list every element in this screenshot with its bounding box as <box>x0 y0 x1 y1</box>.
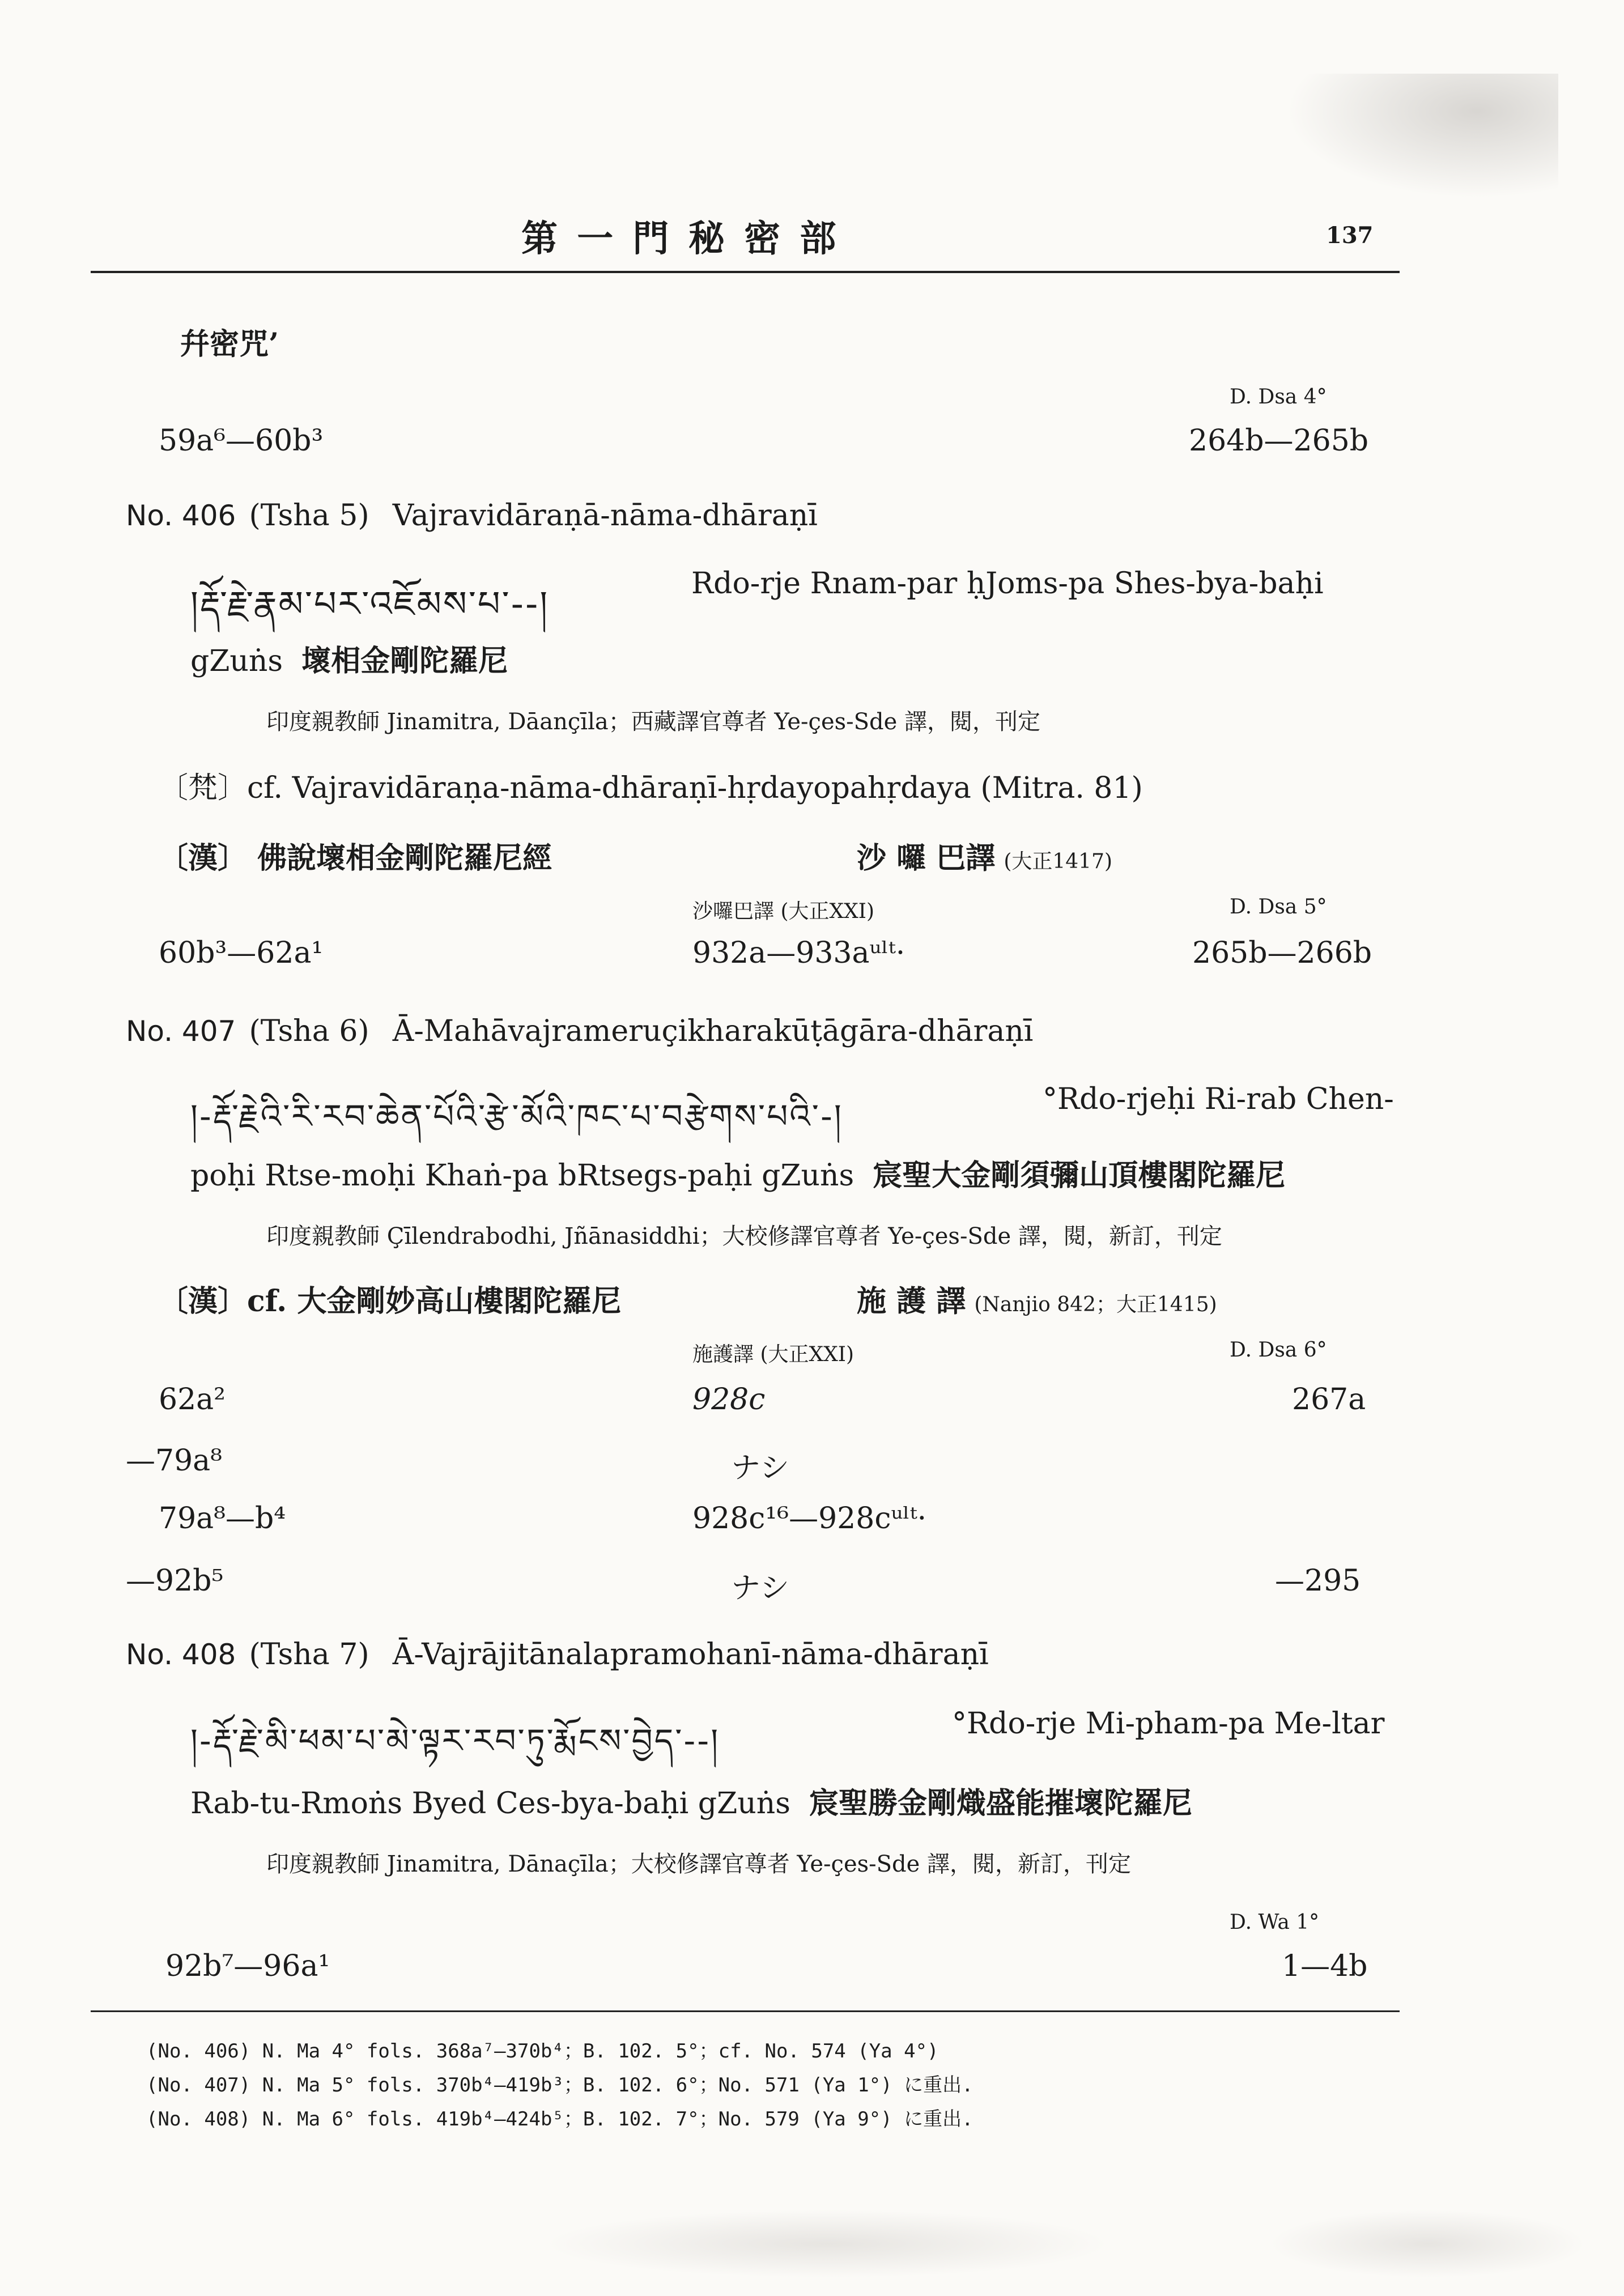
entry-408-folio-right: 1—4b <box>1282 1949 1368 1983</box>
intro-folio-left: 59a⁶—60b³ <box>159 424 324 458</box>
footnote: (No. 406) N. Ma 4° fols. 368a⁷—370b⁴；B. 102. 5°；cf. No. 574 (Ya 4°) <box>146 2040 939 2063</box>
scan-noise-bottom <box>544 2210 1111 2278</box>
entry-408-heading <box>126 1638 989 1672</box>
entry-volume: (Tsha 6) <box>249 1014 369 1048</box>
entry-406-col-right-label: D. Dsa 5° <box>1230 895 1327 919</box>
entry-406-heading <box>126 499 818 533</box>
intro-folio-right: 264b—265b <box>1189 424 1369 458</box>
entry-407-row-right: —295 <box>1275 1564 1361 1598</box>
scan-noise-top-right <box>1286 74 1558 198</box>
entry-407-row-mid: ナシ <box>731 1571 789 1605</box>
entry-407-row-left: —92b⁵ <box>126 1564 224 1598</box>
entry-407-translators: 印度親教師 Çīlendrabodhi, Jñānasiddhi；大校修譯官尊者 Ye-çes-Sde 譯，閱，新訂，刊定 <box>266 1223 1222 1249</box>
entry-407-row-mid: 928c¹⁶—928cᵘˡᵗ· <box>692 1502 927 1536</box>
entry-407-taisho: (Nanjio 842；大正1415) <box>974 1293 1217 1316</box>
entry-407-col-mid-label: 施護譯 (大正XXI) <box>692 1343 854 1366</box>
entry-406-folio-right: 265b—266b <box>1192 936 1372 970</box>
entry-408-chinese-title: 宸聖勝金剛熾盛能摧壞陀羅尼 <box>809 1786 1192 1821</box>
entry-407-row-mid: ナシ <box>731 1451 789 1485</box>
entry-407-chinese-title: 宸聖大金剛須彌山頂樓閣陀羅尼 <box>873 1158 1286 1193</box>
entry-408-folio-left: 92b⁷—96a¹ <box>165 1949 330 1983</box>
footnote: (No. 408) N. Ma 6° fols. 419b⁴—424b⁵；B. 102. 7°；No. 579 (Ya 9°) に重出. <box>146 2108 973 2131</box>
header-rule <box>91 271 1400 273</box>
entry-volume: (Tsha 7) <box>249 1638 369 1672</box>
entry-407-row-left: 79a⁸—b⁴ <box>159 1502 286 1536</box>
entry-408-tibetan-script: །-རྡོ་རྗེ་མི་ཕམ་པ་མེ་ལྟར་རབ་ཏུ་རྨོངས་བྱེད་--། <box>190 1721 720 1760</box>
entry-number: No. 407 <box>126 1015 236 1048</box>
entry-406-chinese-title: 壞相金剛陀羅尼 <box>301 644 508 678</box>
entry-406-chinese-translator-line <box>857 834 1112 877</box>
entry-407-line2 <box>190 1151 1285 1194</box>
scan-noise-bottom-right <box>1269 2210 1587 2278</box>
footnote: (No. 407) N. Ma 5° fols. 370b⁴—419b³；B. 102. 6°；No. 571 (Ya 1°) に重出. <box>146 2074 973 2097</box>
entry-407-chinese-translator: 施 護 譯 <box>857 1284 966 1319</box>
entry-407-row-left: —79a⁸ <box>126 1444 223 1478</box>
entry-406-col-mid-label: 沙囉巴譯 (大正XXI) <box>692 900 875 923</box>
entry-406-sanskrit-ref: 〔梵〕cf. Vajravidāraṇa-nāma-dhāraṇī-hṛdayopahṛdaya (Mitra. 81) <box>159 771 1143 805</box>
entry-407-tibetan-roman: °Rdo-rjeḥi Ri-rab Chen- <box>1043 1082 1394 1116</box>
entry-408-col-right-label: D. Wa 1° <box>1230 1911 1320 1934</box>
entry-407-chinese-ref: 〔漢〕cf. 大金剛妙高山樓閣陀羅尼 <box>159 1284 622 1319</box>
entry-407-chinese-translator-line <box>857 1277 1217 1320</box>
entry-406-translators: 印度親教師 Jinamitra, Dāançīla；西藏譯官尊者 Ye-çes-Sde 譯，閱，刊定 <box>266 709 1041 735</box>
entry-406-taisho: (大正1417) <box>1004 850 1113 873</box>
entry-406-chinese-translator: 沙 囉 巴譯 <box>857 841 996 875</box>
entry-407-row-left: 62a² <box>159 1383 226 1417</box>
entry-sanskrit-title: Ā-Mahāvajrameruçikharakūṭāgāra-dhāraṇī <box>392 1014 1034 1048</box>
entry-406-folio-left: 60b³—62a¹ <box>159 936 324 970</box>
entry-406-tibetan-roman-cont: gZuṅs <box>190 644 283 678</box>
entry-406-chinese-ref: 〔漢〕 佛說壞相金剛陀羅尼經 <box>159 841 552 875</box>
entry-sanskrit-title: Ā-Vajrājitānalapramohanī-nāma-dhāraṇī <box>392 1638 989 1672</box>
entry-407-row-right: 267a <box>1292 1383 1366 1417</box>
entry-volume: (Tsha 5) <box>249 499 369 533</box>
entry-406-tibetan-script: །རྡོ་རྗེ་རྣམ་པར་འཇོམས་པ་--། <box>190 583 550 624</box>
page-number: 137 <box>1326 222 1374 249</box>
entry-406-line2 <box>190 637 508 679</box>
entry-number: No. 406 <box>126 499 236 532</box>
entry-number: No. 408 <box>126 1638 236 1671</box>
entry-407-tibetan-roman-cont: poḥi Rtse-moḥi Khaṅ-pa bRtsegs-paḥi gZuṅs <box>190 1159 854 1193</box>
entry-407-tibetan-script: །-རྡོ་རྗེའི་རི་རབ་ཆེན་པོའི་རྩེ་མོའི་ཁང་པ་བརྩེགས་པའི་-། <box>190 1097 843 1136</box>
page-header-title: 第 一 門 秘 密 部 <box>521 218 840 260</box>
entry-406-folio-mid: 932a—933aᵘˡᵗ· <box>692 936 905 970</box>
entry-406-tibetan-roman: Rdo-rje Rnam-par ḥJoms-pa Shes-bya-baḥi <box>691 567 1324 601</box>
entry-408-line2 <box>190 1779 1192 1822</box>
footnote-rule <box>91 2010 1400 2012</box>
intro-d-label: D. Dsa 4° <box>1230 385 1327 409</box>
entry-407-heading <box>126 1014 1033 1048</box>
entry-sanskrit-title: Vajravidāraṇā-nāma-dhāraṇī <box>392 499 818 533</box>
entry-408-tibetan-roman-cont: Rab-tu-Rmoṅs Byed Ces-bya-baḥi gZuṅs <box>190 1787 790 1821</box>
entry-408-tibetan-roman: °Rdo-rje Mi-pham-pa Me-ltar <box>952 1707 1385 1741</box>
entry-408-translators: 印度親教師 Jinamitra, Dānaçīla；大校修譯官尊者 Ye-çes-Sde 譯，閱，新訂，刊定 <box>266 1851 1132 1877</box>
intro-line: 幷密咒’ <box>180 327 279 362</box>
entry-407-col-right-label: D. Dsa 6° <box>1230 1338 1327 1362</box>
entry-407-row-mid: 928c <box>692 1383 766 1417</box>
